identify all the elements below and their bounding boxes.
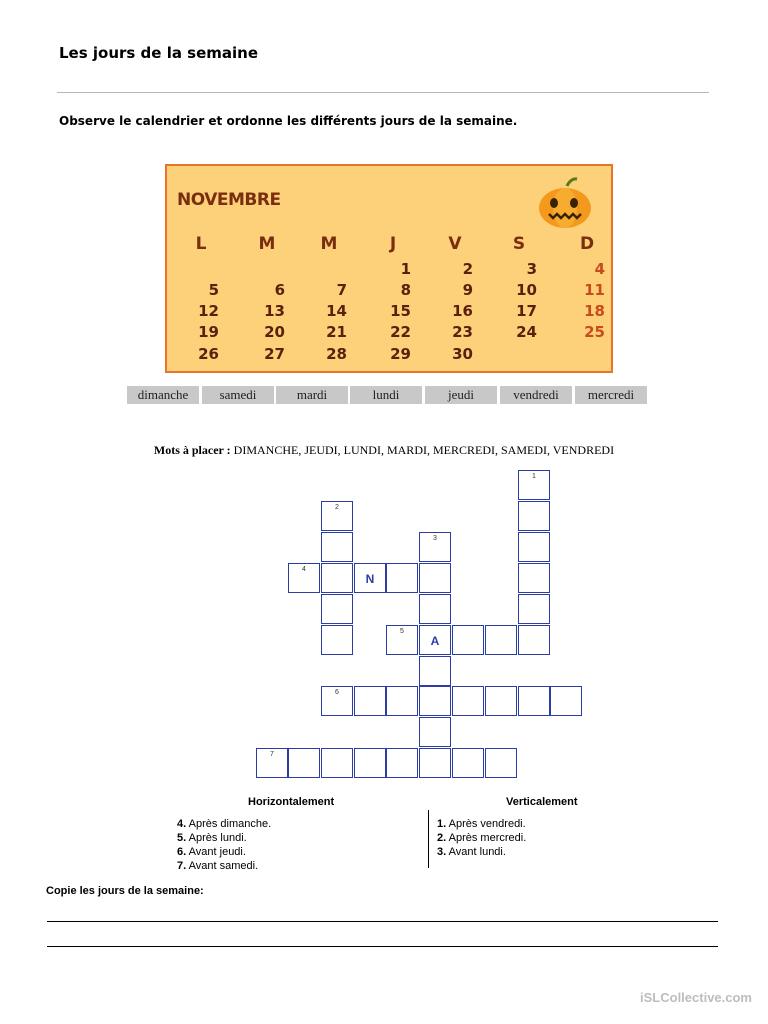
clue-item-text: Après dimanche. xyxy=(188,818,272,830)
clue-item xyxy=(177,859,271,873)
words-list: DIMANCHE, JEUDI, LUNDI, MARDI, MERCREDI, SAMEDI, VENDREDI xyxy=(233,443,615,457)
calendar-weekday-header: M xyxy=(320,234,338,254)
calendar-date: 1 xyxy=(400,260,411,278)
clue-item-text: Avant lundi. xyxy=(448,846,506,858)
title-divider xyxy=(57,92,709,93)
calendar-date: 20 xyxy=(264,323,285,341)
crossword-cell[interactable] xyxy=(321,563,353,593)
crossword-cell[interactable] xyxy=(354,748,386,778)
calendar-weekday-header: V xyxy=(448,234,462,254)
crossword-cell[interactable] xyxy=(518,686,550,716)
crossword-cell[interactable] xyxy=(386,563,418,593)
clue-number: 5 xyxy=(400,628,404,635)
crossword-cell[interactable] xyxy=(419,717,451,747)
calendar xyxy=(165,164,613,373)
calendar-date: 16 xyxy=(452,302,473,320)
writing-line[interactable] xyxy=(47,921,718,922)
day-label-samedi[interactable]: samedi xyxy=(202,386,274,404)
day-label-vendredi[interactable]: vendredi xyxy=(500,386,572,404)
clue-item-number: 6. xyxy=(177,846,187,858)
writing-line[interactable] xyxy=(47,946,718,947)
crossword-cell[interactable] xyxy=(518,532,550,562)
clue-item-number: 4. xyxy=(177,818,187,830)
pumpkin-icon xyxy=(537,176,593,230)
crossword-cell[interactable] xyxy=(321,501,353,531)
crossword-cell[interactable] xyxy=(321,748,353,778)
clue-item-text: Après vendredi. xyxy=(448,818,526,830)
calendar-date: 4 xyxy=(594,260,605,278)
clue-item xyxy=(437,831,526,845)
clue-number: 1 xyxy=(532,473,536,480)
calendar-date: 5 xyxy=(208,281,219,299)
clue-number: 6 xyxy=(335,689,339,696)
calendar-date: 22 xyxy=(390,323,411,341)
watermark: iSLCollective.com xyxy=(640,990,752,1005)
horizontal-clues-title: Horizontalement xyxy=(248,796,335,808)
calendar-date: 7 xyxy=(336,281,347,299)
calendar-date: 26 xyxy=(198,345,219,363)
day-label-dimanche[interactable]: dimanche xyxy=(127,386,199,404)
calendar-date: 18 xyxy=(584,302,605,320)
calendar-date: 14 xyxy=(326,302,347,320)
crossword-cell[interactable] xyxy=(452,625,484,655)
crossword-cell[interactable] xyxy=(518,470,550,500)
calendar-date: 2 xyxy=(462,260,473,278)
calendar-month: NOVEMBRE xyxy=(177,190,281,210)
crossword-cell[interactable] xyxy=(288,563,320,593)
clue-number: 7 xyxy=(270,751,274,758)
crossword-cell[interactable] xyxy=(419,748,451,778)
calendar-date: 8 xyxy=(400,281,411,299)
calendar-date: 9 xyxy=(462,281,473,299)
crossword-cell[interactable] xyxy=(321,625,353,655)
clue-item-number: 5. xyxy=(177,832,187,844)
clue-item-number: 7. xyxy=(177,860,187,872)
crossword-cell[interactable] xyxy=(386,625,418,655)
crossword-cell[interactable] xyxy=(321,532,353,562)
calendar-date: 12 xyxy=(198,302,219,320)
day-label-lundi[interactable]: lundi xyxy=(350,386,422,404)
crossword-cell[interactable] xyxy=(419,625,451,655)
calendar-date: 19 xyxy=(198,323,219,341)
clue-item xyxy=(177,817,271,831)
crossword-cell[interactable] xyxy=(518,501,550,531)
calendar-date: 3 xyxy=(526,260,537,278)
clue-item xyxy=(177,831,271,845)
calendar-weekday-header: S xyxy=(512,234,526,254)
calendar-date: 13 xyxy=(264,302,285,320)
crossword-cell[interactable] xyxy=(419,686,451,716)
clues-divider xyxy=(428,810,429,868)
calendar-weekday-header: J xyxy=(389,234,397,254)
crossword-cell[interactable] xyxy=(354,686,386,716)
crossword-cell[interactable] xyxy=(288,748,320,778)
clue-item-text: Avant jeudi. xyxy=(188,846,246,858)
clue-item-text: Après lundi. xyxy=(188,832,247,844)
clue-number: 4 xyxy=(302,566,306,573)
calendar-date: 28 xyxy=(326,345,347,363)
calendar-date: 21 xyxy=(326,323,347,341)
calendar-date: 30 xyxy=(452,345,473,363)
crossword-cell[interactable] xyxy=(321,686,353,716)
vertical-clues-list xyxy=(437,817,526,859)
clue-item-number: 1. xyxy=(437,818,447,830)
crossword-cell[interactable] xyxy=(518,625,550,655)
crossword-cell[interactable] xyxy=(485,686,517,716)
crossword-cell[interactable] xyxy=(485,748,517,778)
calendar-date: 10 xyxy=(516,281,537,299)
crossword-cell[interactable] xyxy=(452,686,484,716)
calendar-date: 6 xyxy=(274,281,285,299)
crossword-cell[interactable] xyxy=(485,625,517,655)
crossword-cell[interactable] xyxy=(419,594,451,624)
crossword-cell[interactable] xyxy=(419,563,451,593)
words-to-place xyxy=(0,443,768,458)
crossword-cell[interactable] xyxy=(452,748,484,778)
clue-item xyxy=(437,817,526,831)
calendar-weekday-header: L xyxy=(195,234,207,254)
vertical-clues-title: Verticalement xyxy=(506,796,578,808)
calendar-date: 24 xyxy=(516,323,537,341)
calendar-date: 29 xyxy=(390,345,411,363)
clue-number: 3 xyxy=(433,535,437,542)
calendar-date: 23 xyxy=(452,323,473,341)
calendar-date: 25 xyxy=(584,323,605,341)
clue-number: 2 xyxy=(335,504,339,511)
crossword-cell[interactable] xyxy=(550,686,582,716)
clue-item xyxy=(177,845,271,859)
given-letter: A xyxy=(430,634,440,648)
crossword-cell[interactable] xyxy=(419,656,451,686)
clue-item-text: Après mercredi. xyxy=(448,832,527,844)
calendar-date: 11 xyxy=(584,281,605,299)
crossword-cell[interactable] xyxy=(354,563,386,593)
calendar-date: 15 xyxy=(390,302,411,320)
day-label-mardi[interactable]: mardi xyxy=(276,386,348,404)
day-label-jeudi[interactable]: jeudi xyxy=(425,386,497,404)
given-letter: N xyxy=(365,572,375,586)
crossword-cell[interactable] xyxy=(321,594,353,624)
calendar-date: 17 xyxy=(516,302,537,320)
calendar-weekday-header: M xyxy=(258,234,276,254)
clue-item-number: 3. xyxy=(437,846,447,858)
copy-instruction: Copie les jours de la semaine: xyxy=(46,885,204,897)
clue-item-text: Avant samedi. xyxy=(188,860,259,872)
calendar-date: 27 xyxy=(264,345,285,363)
page-title: Les jours de la semaine xyxy=(59,44,259,62)
words-label: Mots à placer : xyxy=(153,443,231,457)
day-label-mercredi[interactable]: mercredi xyxy=(575,386,647,404)
crossword-cell[interactable] xyxy=(256,748,288,778)
crossword-cell[interactable] xyxy=(386,686,418,716)
clue-item-number: 2. xyxy=(437,832,447,844)
instruction-text: Observe le calendrier et ordonne les différents jours de la semaine. xyxy=(59,114,518,128)
horizontal-clues-list xyxy=(177,817,271,873)
clue-item xyxy=(437,845,526,859)
crossword-cell[interactable] xyxy=(518,594,550,624)
calendar-weekday-header: D xyxy=(579,234,595,254)
crossword-cell[interactable] xyxy=(518,563,550,593)
crossword-cell[interactable] xyxy=(386,748,418,778)
crossword-cell[interactable] xyxy=(419,532,451,562)
